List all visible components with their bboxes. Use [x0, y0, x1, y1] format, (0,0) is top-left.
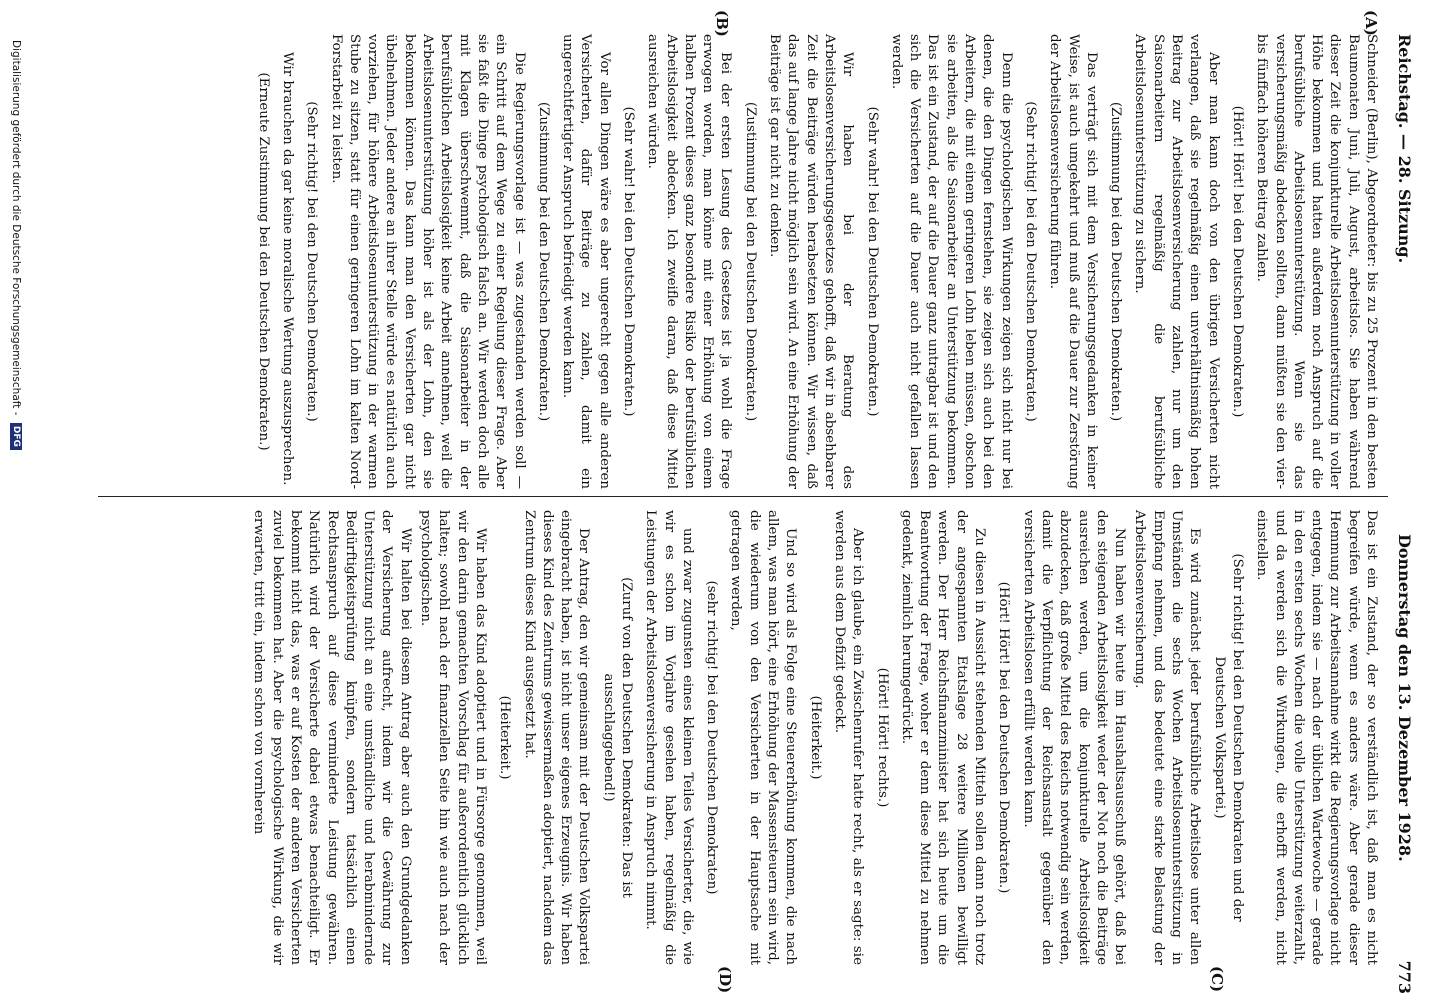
paragraph: Das ist ein Zustand, der so verständlich ist, daß man es nicht begreifen würde, wenn es anders wäre. Aber gerade dieser Hemmung zur Arbeitsannahme wirkt die Regierungsvorlage nicht entgegen, indem sie — nach der üblichen Wartewoche — gerade in den ersten sechs Wochen die volle Unterstützung weiterzahlt, und da werden sich die Wirkungen, die erhofft werden, nicht einstellen. — [1254, 510, 1379, 965]
paragraph: Und so wird als Folge eine Steuererhöhung kommen, die nach allem, was man hört, eine Erhöhung der Massensteuern sein wird, die wiederum von den Versicherten in der Hauptsache mit getragen werden, — [728, 510, 799, 965]
margin-marker-c: (C) — [1208, 966, 1226, 993]
interjection: (sehr richtig! bei den Deutschen Demokraten) — [704, 580, 720, 895]
margin-marker-d: (D) — [716, 966, 734, 994]
interjection: (Erneute Zustimmung bei den Deutschen Demokraten.) — [255, 72, 271, 451]
digitization-footer — [10, 40, 22, 940]
paragraph: Denn die psychologischen Wirkungen zeigen sich nicht nur bei denen, die den Dingen fernstehen, sie zeigen sich auch bei den Arbeitern, die mit einem geringeren Lohn leben müssen, obschon sie arbeiten, als die Saisonarbeiter an Unterstützung bekommen. Das ist ein Zustand, der auf die Dauer ganz untragbar ist und den sich die Versicherten auf die Dauer auch nicht gefallen lassen werden. — [888, 34, 1014, 489]
header-session: Reichstag. — 28. Sitzung. — [1395, 34, 1414, 264]
paragraph: Zu diesen in Aussicht stehenden Mitteln sollen dann noch trotz der angespannten Etatslage 28 weitere Millionen bewilligt werden. Der Herr Reichsfinanzminister hat sich heute um die Beantwortung der Frage, woher er denn diese Mittel zu nehmen gedenkt, ziemlich herumgedrückt. — [898, 510, 988, 965]
page-header — [1390, 34, 1420, 994]
interjection: (Zustimmung bei den Deutschen Demokraten.) — [742, 101, 758, 422]
paragraph: Aber ich glaube, ein Zwischenrufer hatte recht, als er sagte: sie werden aus dem Defizit gedeckt. — [831, 510, 866, 965]
paragraph: Bei der ersten Lesung des Gesetzes ist ja wohl die Frage erwogen worden, man könne mit einer Erhöhung von einem halben Prozent dieses ganz besondere Risiko der berufsüblichen Arbeitslosigkeit abdecken. Ich zweifle daran, daß diese Mittel ausreichen würden. — [645, 34, 734, 489]
paragraph: Der Antrag, den wir gemeinsam mit der Deutschen Volkspartei eingebracht haben, ist nicht unser eigenes Erzeugnis. Wir haben dieses Kind des Zentrums gewissermaßen adoptiert, nachdem das Zentrum dieses Kind ausgesetzt hat. — [521, 510, 592, 965]
paragraph: Wir haben das Kind adoptiert und in Fürsorge genommen, weil wir den darin gemachten Vorschlag für außerordentlich glücklich halten; sowohl nach der finanziellen Seite hin wie auch nach der psychologischen. — [418, 510, 488, 965]
paragraph: Das verträgt sich mit dem Versicherungsgedanken in keiner Weise, ist auch umgekehrt und muß auf die Dauer zur Zerstörung der Arbeitslosenversicherung führen. — [1047, 34, 1099, 489]
interjection: (Sehr wahr! bei den Deutschen Demokraten.) — [864, 106, 880, 417]
paragraph: Aber man kann doch von den übrigen Versicherten nicht verlangen, daß sie regelmäßig einen unverhältnismäßig hohen Beitrag zur Arbeitslosenversicherung zahlen, nur um den Saisonarbeitern regelmäßig die berufsübliche Arbeitslosenunterstützung zu sichern. — [1132, 34, 1221, 489]
interjection: (Hört! Hört! bei den Deutschen Demokraten.) — [996, 581, 1012, 894]
paragraph: Nun haben wir heute im Haushaltsausschuß gehört, daß bei den steigenden Arbeitslosigkeit weder der Not noch die Beiträge ausreichen werden, um die konjunkturelle Arbeitslosigkeit abzudecken, daß große Mittel des Reichs notwendig sein werden, damit die Verpflichtung der Reichsanstalt gegenüber den versicherten Arbeitslosen erfüllt werden kann. — [1020, 510, 1128, 965]
interjection: (Heiterkeit.) — [807, 695, 823, 780]
interjection: (Zuruf von den Deutschen Demokraten: Das ist ausschlaggebend!) — [600, 577, 635, 898]
paragraph: Vor allen Dingen wäre es aber ungerecht gegen alle anderen Versicherten, dafür Beiträge zu zahlen, damit ein ungerechtfertigter Anspruch befriedigt werden kann. — [560, 34, 612, 489]
paragraph: Es wird zunächst jeder berufsübliche Arbeitslose unter allen Umständen die sechs Wochen Arbeitslosenunterstützung in Empfang nehmen, und das bedeutet eine starke Belastung der Arbeitslosenversicherung. — [1132, 510, 1203, 965]
paragraph: Schneider (Berlin), Abgeordneter: bis zu 25 Prozent in den besten Baumonaten Juni, Juli, August, arbeitslos. Sie haben während dieser Zeit die konjunkturelle Arbeitslosenunterstützung in voller Höhe bekommen und hatten außerdem noch Anspruch auf die berufsübliche Arbeitslosenunterstützung. Wenn sie das versicherungsmäßig abdecken sollten, dann müßten sie den vier- bis fünffach höheren Beitrag zahlen. — [1254, 34, 1379, 489]
right-column — [90, 510, 1380, 965]
interjection: (Sehr richtig! bei den Deutschen Demokraten.) — [304, 101, 320, 422]
interjection: (Zustimmung bei den Deutschen Demokraten.) — [1108, 101, 1124, 422]
interjection: (Zustimmung bei den Deutschen Demokraten.) — [535, 101, 551, 422]
left-column — [90, 34, 1380, 489]
interjection: (Sehr wahr! bei den Deutschen Demokraten.) — [621, 106, 637, 417]
interjection: (Sehr richtig! bei den Deutschen Demokraten.) — [1022, 101, 1038, 422]
paragraph: und zwar zugunsten eines kleinen Teiles Versicherter, die, wie wir es schon im Vorjahre gesehen haben, regelmäßig die Leistungen der Arbeitslosenversicherung in Anspruch nimmt. — [643, 510, 695, 965]
page-number: 773 — [1395, 960, 1414, 994]
column-divider — [98, 496, 1388, 497]
interjection: (Hört! Hört! rechts.) — [874, 667, 890, 808]
paragraph: Wir haben bei der Beratung des Arbeitslosenversicherungsgesetzes gehofft, daß wir in absehbarer Zeit die Beiträge würden herabsetzen können. Wir wissen, daß das auf lange Jahre nicht möglich sein wird. An eine Erhöhung der Beiträge ist gar nicht zu denken. — [767, 34, 856, 489]
margin-marker-a: (A) — [1362, 10, 1380, 36]
footer-text: Digitalisierung gefördert durch die Deutsche Forschungsgemeinschaft - — [10, 40, 22, 416]
paragraph: Die Regierungsvorlage ist — was zugestanden werden soll — ein Schritt auf dem Wege zu einer Regelung dieser Frage. Aber sie faßt die Dinge psychologisch falsch an. Wir werden doch alle mit Klagen überschwemmt, daß die Saisonarbeiter in der berufsüblichen Arbeitslosigkeit keine Arbeit annehmen, weil die Arbeitslosenunterstützung höher ist als der Lohn, den sie bekommen können. Das kann man den Versicherten gar nicht übelnehmen. Jeder andere an ihrer Stelle würde es natürlich auch vorziehen, für höhere Arbeitslosenunterstützung in der warmen Stube zu sitzen, statt für einen geringeren Lohn im kalten Nord-Forstarbeit zu leisten. — [328, 34, 527, 489]
interjection: (Hört! Hört! bei den Deutschen Demokraten.) — [1229, 105, 1245, 418]
margin-marker-b: (B) — [713, 10, 731, 37]
interjection: (Sehr richtig! bei den Deutschen Demokraten und der Deutschen Volkspartei.) — [1211, 553, 1245, 922]
header-date: Donnerstag den 13. Dezember 1928. — [1395, 534, 1414, 862]
paragraph: Wir halten bei diesem Antrag aber auch den Grundgedanken der Versicherung aufrecht, indem wir die Gewährung zur Unterstützung nicht an eine umständliche und herabmindernde Bedürftigkeitsprüfung knüpfen, sondern tatsächlich einen Rechtsanspruch auf diese verminderte Leistung gewähren. Natürlich wird der Versicherte dabei etwas benachteiligt. Er bekommt nicht das, was er auf Kosten der anderen Versicherten zuviel bekommen hat. Aber die psychologische Wirkung, die wir erwarten, tritt ein, indem schon von vornherein — [251, 510, 413, 965]
interjection: (Heiterkeit.) — [497, 695, 513, 780]
paragraph: Wir brauchen da gar keine moralische Wertung auszusprechen. — [279, 52, 295, 486]
dfg-logo: DFG — [10, 423, 22, 450]
